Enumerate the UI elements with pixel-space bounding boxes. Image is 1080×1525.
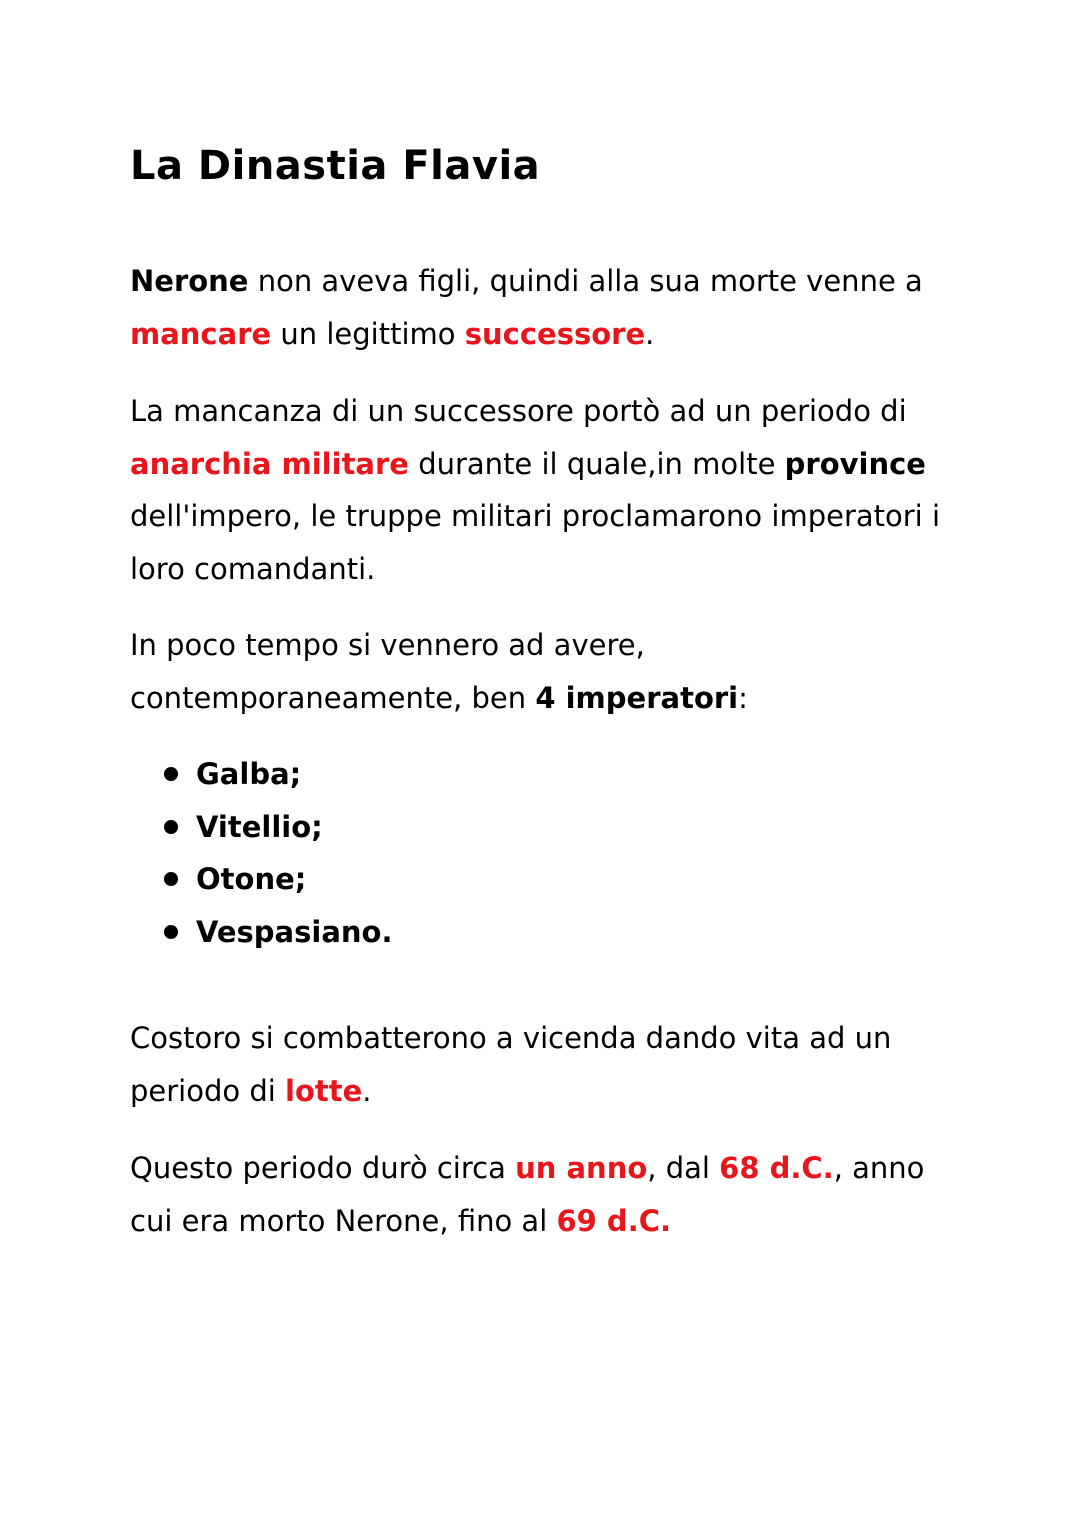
term-successore: successore — [464, 316, 646, 351]
term-nerone: Nerone — [130, 264, 249, 298]
bullet-icon — [164, 767, 178, 781]
emperor-name: Galba; — [196, 757, 302, 791]
emperor-name: Otone; — [196, 862, 307, 896]
date-68-dc: 68 d.C. — [719, 1151, 834, 1185]
bullet-icon — [164, 925, 178, 939]
term-anarchia-militare: anarchia militare — [130, 446, 409, 481]
bullet-icon — [164, 820, 178, 834]
text-segment: un legittimo — [271, 316, 465, 351]
term-4-imperatori: 4 imperatori — [535, 680, 739, 715]
page-title: La Dinastia Flavia — [130, 143, 541, 189]
text-segment: Questo periodo durò circa — [130, 1151, 516, 1185]
text-segment: Costoro si combatterono a vicenda dando vita ad un periodo di — [130, 1021, 892, 1108]
emperor-name: Vespasiano. — [196, 914, 393, 949]
bullet-icon — [164, 872, 178, 886]
text-segment: dell'impero, le truppe militari proclamarono imperatori i loro comandanti. — [130, 499, 941, 586]
paragraph-lotte — [130, 1012, 960, 1117]
text-segment: . — [645, 316, 655, 351]
term-lotte: lotte — [285, 1073, 363, 1108]
paragraph-nerone — [130, 255, 960, 360]
text-segment: non aveva figli, quindi alla sua morte venne a — [248, 264, 923, 298]
list-item — [164, 906, 392, 959]
emperor-name: Vitellio; — [196, 809, 323, 844]
text-segment: La mancanza di un successore portò ad un periodo di — [130, 394, 907, 428]
paragraph-imperatori — [130, 619, 960, 724]
text-segment: In poco tempo si vennero ad avere, contemporaneamente, ben — [130, 628, 645, 715]
term-mancare: mancare — [130, 316, 272, 351]
list-item — [164, 801, 392, 854]
term-un-anno: un anno — [515, 1151, 648, 1185]
list-item — [164, 853, 392, 906]
text-segment: : — [738, 680, 748, 715]
list-item — [164, 748, 392, 801]
text-segment: . — [362, 1073, 372, 1108]
text-segment: , anno cui era morto Nerone, fino al — [130, 1151, 925, 1238]
paragraph-periodo — [130, 1142, 960, 1247]
date-69-dc: 69 d.C. — [556, 1203, 672, 1238]
text-segment: , dal — [647, 1151, 720, 1185]
text-segment: durante il quale,in molte — [408, 446, 785, 481]
term-province: province — [784, 446, 926, 481]
paragraph-anarchia — [130, 385, 960, 595]
emperors-list — [164, 748, 392, 958]
